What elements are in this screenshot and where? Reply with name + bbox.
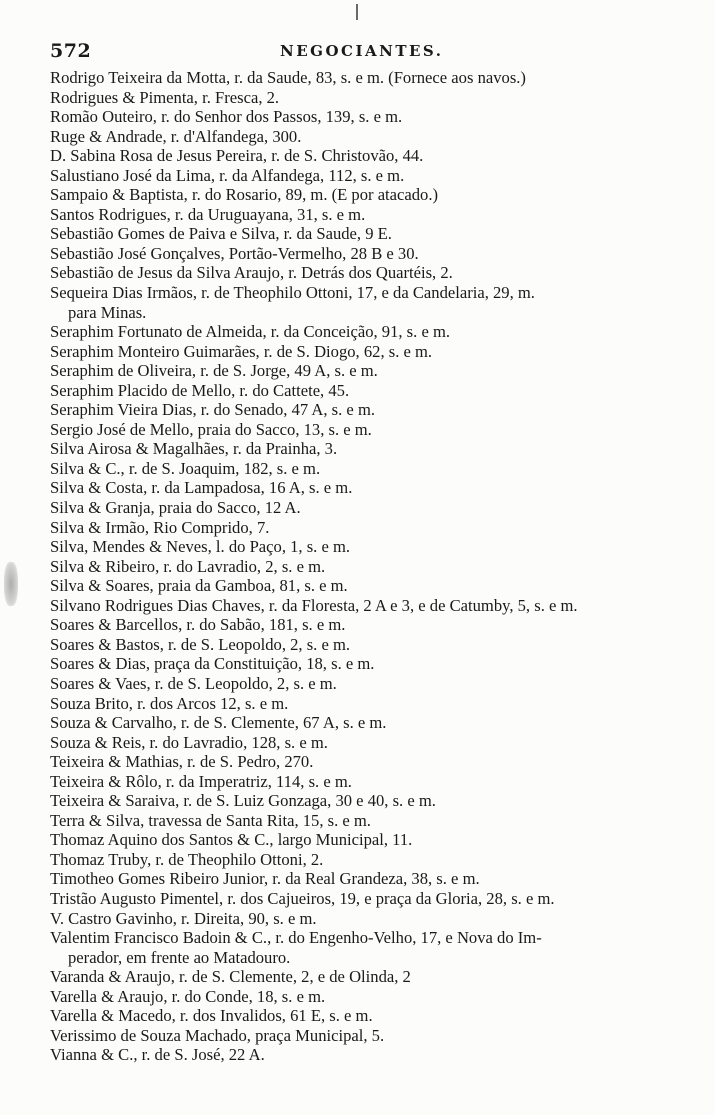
print-mark <box>356 4 358 20</box>
list-item: Terra & Silva, travessa de Santa Rita, 15, s. e m. <box>50 810 371 830</box>
list-item: Silvano Rodrigues Dias Chaves, r. da Floresta, 2 A e 3, e de Catumby, 5, s. e m. <box>50 595 578 615</box>
list-item: Souza Brito, r. dos Arcos 12, s. e m. <box>50 693 289 713</box>
list-item: Thomaz Aquino dos Santos & C., largo Municipal, 11. <box>50 830 413 850</box>
list-item: Souza & Carvalho, r. de S. Clemente, 67 A, s. e m. <box>50 713 387 733</box>
list-item: Seraphim Vieira Dias, r. do Senado, 47 A, s. e m. <box>50 400 375 420</box>
list-item: Silva & Costa, r. da Lampadosa, 16 A, s. e m. <box>50 478 353 498</box>
list-item: Silva & Soares, praia da Gamboa, 81, s. e m. <box>50 576 348 596</box>
list-item: Souza & Reis, r. do Lavradio, 128, s. e m. <box>50 732 328 752</box>
list-item: Santos Rodrigues, r. da Uruguayana, 31, s. e m. <box>50 204 366 224</box>
list-item: Silva & Granja, praia do Sacco, 12 A. <box>50 498 301 518</box>
list-item: Ruge & Andrade, r. d'Alfandega, 300. <box>50 126 302 146</box>
continuation-text: para Minas. <box>68 302 147 322</box>
list-item: Varanda & Araujo, r. de S. Clemente, 2, e de Olinda, 2 <box>50 967 411 987</box>
list-item: Tristão Augusto Pimentel, r. dos Cajueiros, 19, e praça da Gloria, 28, s. e m. <box>50 888 555 908</box>
list-item: Silva, Mendes & Neves, l. do Paço, 1, s. e m. <box>50 537 351 557</box>
list-item: Seraphim Placido de Mello, r. do Cattete, 45. <box>50 380 350 400</box>
list-item: Thomaz Truby, r. de Theophilo Ottoni, 2. <box>50 849 324 869</box>
page-number: 572 <box>50 40 92 62</box>
list-item-continuation <box>50 948 698 968</box>
list-item: Soares & Bastos, r. de S. Leopoldo, 2, s. e m. <box>50 634 351 654</box>
list-item: Timotheo Gomes Ribeiro Junior, r. da Real Grandeza, 38, s. e m. <box>50 869 480 889</box>
list-item: Romão Outeiro, r. do Senhor dos Passos, 139, s. e m. <box>50 107 403 127</box>
list-item: Valentim Francisco Badoin & C., r. do Engenho-Velho, 17, e Nova do Im- <box>50 928 542 948</box>
list-item: Salustiano José da Lima, r. da Alfandega, 112, s. e m. <box>50 165 405 185</box>
list-item: D. Sabina Rosa de Jesus Pereira, r. de S. Christovão, 44. <box>50 146 424 166</box>
list-item: Soares & Vaes, r. de S. Leopoldo, 2, s. e m. <box>50 673 337 693</box>
list-item: Sebastião de Jesus da Silva Araujo, r. Detrás dos Quartéis, 2. <box>50 263 453 283</box>
ink-smudge <box>4 562 18 606</box>
page-header <box>50 40 690 64</box>
list-item-continuation <box>50 303 698 323</box>
list-item: Seraphim Monteiro Guimarães, r. de S. Diogo, 62, s. e m. <box>50 341 433 361</box>
list-item: Soares & Dias, praça da Constituição, 18, s. e m. <box>50 654 375 674</box>
list-item: Silva Airosa & Magalhães, r. da Prainha, 3. <box>50 439 338 459</box>
running-head: NEGOCIANTES. <box>280 42 444 60</box>
list-item: Seraphim de Oliveira, r. de S. Jorge, 49 A, s. e m. <box>50 361 378 381</box>
list-item: Teixeira & Saraiva, r. de S. Luiz Gonzaga, 30 e 40, s. e m. <box>50 791 436 811</box>
list-item: Sergio José de Mello, praia do Sacco, 13, s. e m. <box>50 419 372 439</box>
list-item: Teixeira & Mathias, r. de S. Pedro, 270. <box>50 752 314 772</box>
list-item: Vianna & C., r. de S. José, 22 A. <box>50 1045 265 1065</box>
list-item: Sampaio & Baptista, r. do Rosario, 89, m. (E por atacado.) <box>50 185 439 205</box>
list-item: Teixeira & Rôlo, r. da Imperatriz, 114, s. e m. <box>50 771 352 791</box>
continuation-text: perador, em frente ao Matadouro. <box>68 947 291 967</box>
list-item: Rodrigo Teixeira da Motta, r. da Saude, 83, s. e m. (Fornece aos navos.) <box>50 68 526 87</box>
list-item: Sebastião Gomes de Paiva e Silva, r. da Saude, 9 E. <box>50 224 392 244</box>
list-item: Rodrigues & Pimenta, r. Fresca, 2. <box>50 87 280 107</box>
list-item: Silva & Ribeiro, r. do Lavradio, 2, s. e m. <box>50 556 326 576</box>
list-item: Seraphim Fortunato de Almeida, r. da Conceição, 91, s. e m. <box>50 322 451 342</box>
merchant-list <box>50 68 698 1065</box>
list-item: Verissimo de Souza Machado, praça Municipal, 5. <box>50 1025 385 1045</box>
list-item: Sebastião José Gonçalves, Portão-Vermelho, 28 B e 30. <box>50 243 419 263</box>
list-item: Soares & Barcellos, r. do Sabão, 181, s. e m. <box>50 615 346 635</box>
list-item: Varella & Araujo, r. do Conde, 18, s. e m. <box>50 986 326 1006</box>
list-item: Silva & Irmão, Rio Comprido, 7. <box>50 517 270 537</box>
list-item: Varella & Macedo, r. dos Invalidos, 61 E, s. e m. <box>50 1006 373 1026</box>
list-item: Sequeira Dias Irmãos, r. de Theophilo Ottoni, 17, e da Candelaria, 29, m. <box>50 283 535 303</box>
list-item: V. Castro Gavinho, r. Direita, 90, s. e m. <box>50 908 317 928</box>
list-item: Silva & C., r. de S. Joaquim, 182, s. e m. <box>50 458 321 478</box>
